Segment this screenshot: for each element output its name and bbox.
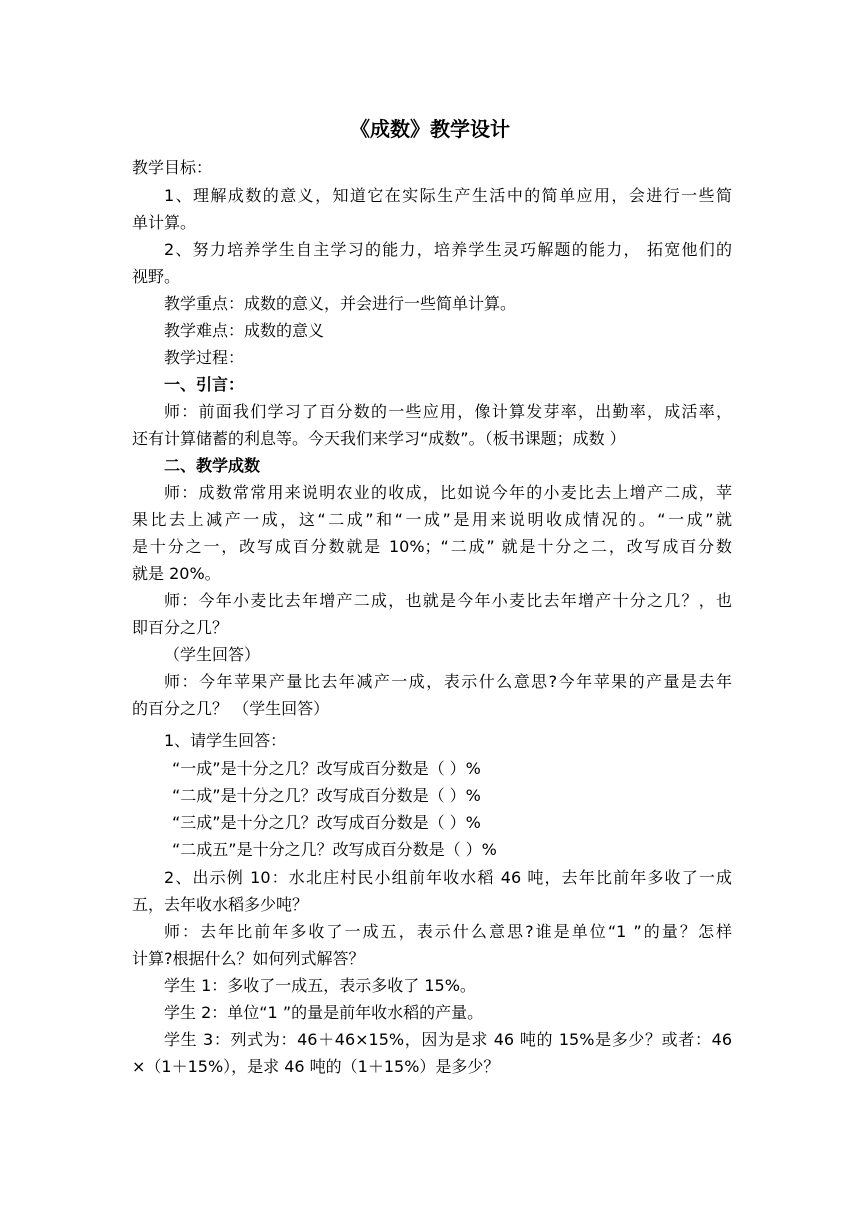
exercise-item-2: “二成”是十分之几？改写成百分数是（ ）% bbox=[172, 786, 481, 805]
student-2-answer: 学生 2：单位“1 ”的量是前年收水稻的产量。 bbox=[164, 1003, 484, 1022]
exercise-item-3: “三成”是十分之几？改写成百分数是（ ）% bbox=[172, 813, 481, 832]
teacher-question-line-2: 计算?根据什么？如何列式解答？ bbox=[132, 949, 365, 968]
objective-2-line-2: 视野。 bbox=[132, 267, 181, 286]
teach-line-4: 就是 20%。 bbox=[132, 564, 221, 583]
teach-line-1: 师：成数常常用来说明农业的收成，比如说今年的小麦比去上增产二成，苹 bbox=[164, 483, 732, 502]
heading-teach-chengshu: 二、教学成数 bbox=[164, 456, 261, 475]
exercise-item-1: “一成”是十分之几？改写成百分数是（ ）% bbox=[172, 759, 481, 778]
key-point: 教学重点：成数的意义，并会进行一些简单计算。 bbox=[164, 294, 517, 313]
question-wheat-line-2: 即百分之几？ bbox=[132, 618, 229, 637]
exercise-heading: 1、请学生回答： bbox=[164, 731, 287, 750]
example-10-line-2: 五，去年收水稻多少吨？ bbox=[132, 895, 309, 914]
teacher-question-line-1: 师：去年比前年多收了一成五，表示什么意思?谁是单位“1 ”的量？怎样 bbox=[164, 922, 732, 941]
question-apple-line-2: 的百分之几？ （学生回答） bbox=[132, 699, 330, 718]
teach-line-2: 果比去上减产一成，这“二成”和“一成”是用来说明收成情况的。“一成”就 bbox=[132, 510, 732, 529]
intro-line-1: 师：前面我们学习了百分数的一些应用，像计算发芽率，出勤率，成活率， bbox=[164, 402, 732, 421]
question-wheat-line-1: 师：今年小麦比去年增产二成，也就是今年小麦比去年增产十分之几？，也 bbox=[164, 591, 732, 610]
example-10-line-1: 2、出示例 10：水北庄村民小组前年收水稻 46 吨，去年比前年多收了一成 bbox=[164, 868, 732, 887]
teach-line-3: 是十分之一，改写成百分数就是 10%；“二成” 就是十分之二，改写成百分数 bbox=[132, 537, 732, 556]
intro-line-2: 还有计算储蓄的利息等。今天我们来学习“成数”。（板书课题；成数 ） bbox=[132, 429, 626, 448]
document-title: 《成数》教学设计 bbox=[350, 117, 510, 141]
heading-introduction: 一、引言： bbox=[164, 375, 245, 394]
student-3-answer-line-2: ×（1＋15%），是求 46 吨的（1＋15%）是多少？ bbox=[132, 1057, 500, 1076]
question-apple-line-1: 师：今年苹果产量比去年减产一成，表示什么意思?今年苹果的产量是去年 bbox=[164, 672, 732, 691]
difficult-point: 教学难点：成数的意义 bbox=[164, 321, 325, 340]
objective-1-line-1: 1、理解成数的意义，知道它在实际生产生活中的简单应用，会进行一些简 bbox=[164, 186, 732, 205]
section-label-objectives: 教学目标： bbox=[132, 158, 213, 177]
objective-1-line-2: 单计算。 bbox=[132, 213, 197, 232]
student-1-answer: 学生 1：多收了一成五，表示多收了 15%。 bbox=[164, 976, 476, 995]
objective-2-line-1: 2、努力培养学生自主学习的能力，培养学生灵巧解题的能力， 拓宽他们的 bbox=[164, 240, 732, 259]
student-3-answer-line-1: 学生 3：列式为：46＋46×15%，因为是求 46 吨的 15%是多少？或者：46 bbox=[164, 1030, 732, 1049]
exercise-item-4: “二成五”是十分之几？改写成百分数是（ ）% bbox=[172, 840, 497, 859]
section-label-process: 教学过程： bbox=[164, 348, 245, 367]
student-answer-note-1: （学生回答） bbox=[164, 645, 261, 664]
